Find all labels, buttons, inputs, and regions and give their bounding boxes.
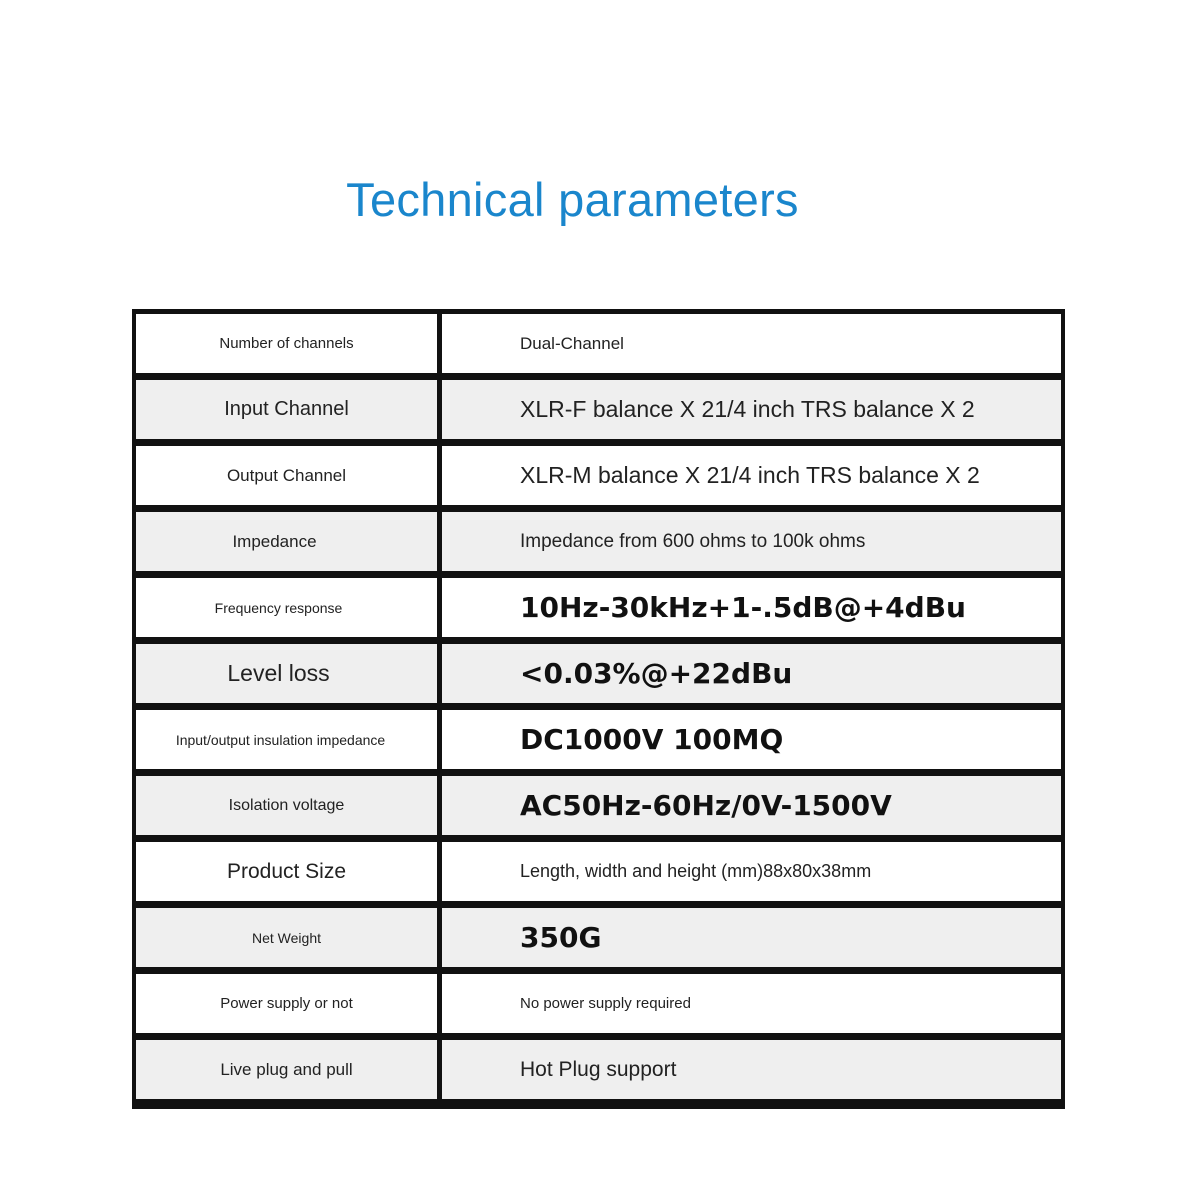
- row-value: 10Hz-30kHz+1-.5dB@+4dBu: [520, 591, 966, 624]
- row-value: 350G: [520, 921, 602, 954]
- row-label: Number of channels: [219, 335, 354, 352]
- row-value: DC1000V 100MQ: [520, 723, 784, 756]
- row-label: Level loss: [227, 660, 330, 686]
- row-label-cell: [136, 446, 437, 505]
- row-label-cell: [136, 512, 437, 571]
- row-label: Impedance: [232, 531, 317, 551]
- table-row: [132, 309, 1065, 376]
- page-title: Technical parameters: [346, 173, 799, 226]
- row-label-cell: [136, 314, 437, 373]
- row-label-cell: [136, 908, 437, 967]
- table-row: [132, 507, 1065, 574]
- row-label: Power supply or not: [220, 995, 353, 1012]
- row-value: Dual-Channel: [520, 333, 624, 353]
- row-label: Output Channel: [226, 465, 347, 485]
- row-label: Frequency response: [214, 599, 343, 616]
- row-value: XLR-F balance X 21/4 inch TRS balance X 2: [520, 396, 975, 422]
- row-value-cell: [442, 380, 1061, 439]
- row-value-cell: [442, 908, 1061, 967]
- row-value: Hot Plug support: [520, 1057, 677, 1081]
- row-value: Impedance from 600 ohms to 100k ohms: [520, 530, 866, 552]
- row-label: Product Size: [226, 859, 347, 883]
- row-value-cell: [442, 1040, 1061, 1099]
- row-value: No power supply required: [520, 995, 691, 1012]
- row-label-cell: [136, 1040, 437, 1099]
- row-value-cell: [442, 314, 1061, 373]
- row-label-cell: [136, 842, 437, 901]
- table-row: [132, 441, 1065, 508]
- table-row: [132, 375, 1065, 442]
- row-label: Isolation voltage: [228, 796, 345, 814]
- row-value: Length, width and height (mm)88x80x38mm: [520, 861, 872, 881]
- row-value-cell: [442, 446, 1061, 505]
- row-label-cell: [136, 578, 437, 637]
- table-row: [132, 639, 1065, 706]
- row-value-cell: [442, 842, 1061, 901]
- table-row: [132, 969, 1065, 1036]
- row-label: Input Channel: [224, 398, 349, 420]
- table-row: [132, 903, 1065, 970]
- row-value-cell: [442, 644, 1061, 703]
- row-value-cell: [442, 512, 1061, 571]
- table-row: [132, 573, 1065, 640]
- row-value-cell: [442, 710, 1061, 769]
- row-value-cell: [442, 776, 1061, 835]
- row-label-cell: [136, 776, 437, 835]
- row-label-cell: [136, 710, 437, 769]
- row-value: AC50Hz-60Hz/0V-1500V: [520, 789, 892, 822]
- row-value: XLR-M balance X 21/4 inch TRS balance X 2: [520, 462, 980, 488]
- spec-table: [132, 309, 1065, 1109]
- table-row: [132, 771, 1065, 838]
- row-label-cell: [136, 380, 437, 439]
- table-row: [132, 1035, 1065, 1102]
- row-value: <0.03%@+22dBu: [520, 657, 793, 690]
- row-value-cell: [442, 974, 1061, 1033]
- row-label: Net Weight: [252, 929, 321, 946]
- row-label-cell: [136, 974, 437, 1033]
- row-label-cell: [136, 644, 437, 703]
- row-label: Live plug and pull: [220, 1059, 353, 1079]
- table-row: [132, 837, 1065, 904]
- row-value-cell: [442, 578, 1061, 637]
- table-row: [132, 705, 1065, 772]
- row-label: Input/output insulation impedance: [175, 731, 386, 748]
